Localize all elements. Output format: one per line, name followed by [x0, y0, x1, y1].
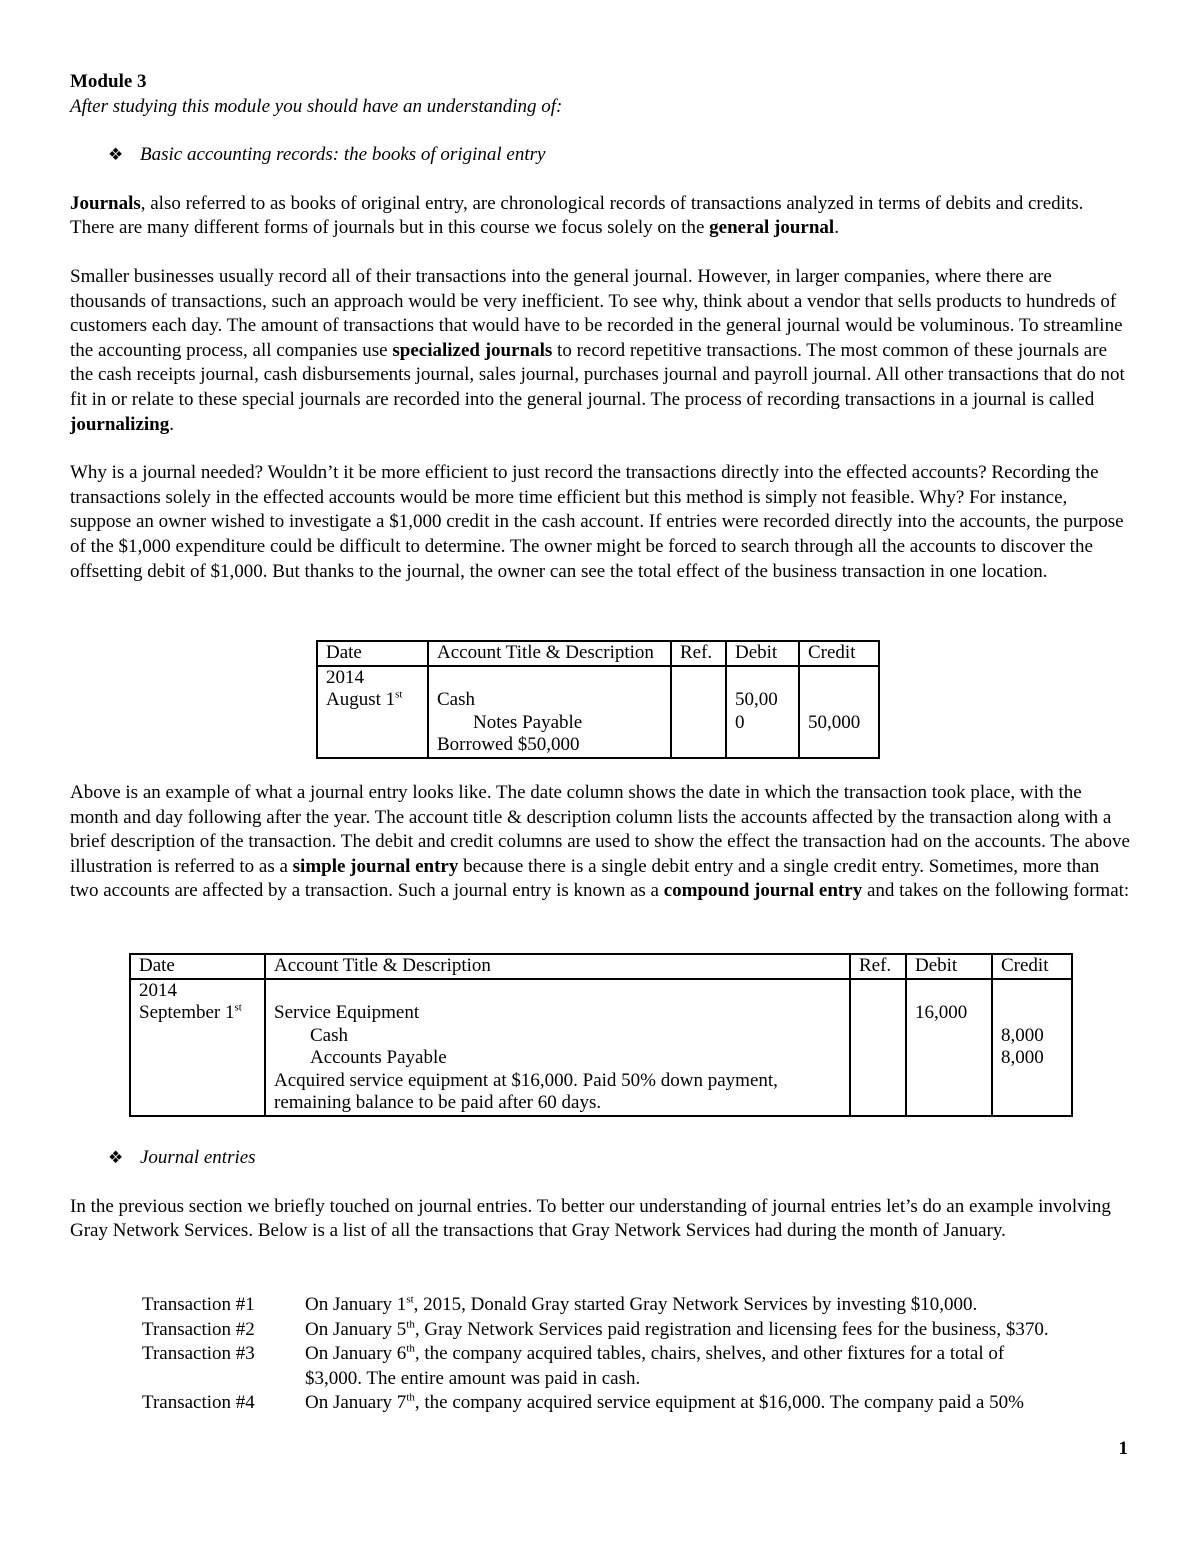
- section-journal-entries: [70, 1146, 1130, 1244]
- transaction-list: [142, 1293, 1062, 1416]
- section-heading-text: Basic accounting records: the books of original entry: [140, 144, 546, 166]
- paragraph-why-journal: Why is a journal needed? Wouldn’t it be more efficient to just record the transactions directly into the effected accounts? Recording the transactions solely in the effected accounts would be more time efficient but this method is simply not feasible. Why? For instance, suppose an owner wished to investigate a $1,000 credit in the cash account. If entries were recorded directly into the accounts, the purpose of the $1,000 expenditure could be difficult to determine. The owner might be forced to search through all the accounts to discover the offsetting debit of $1,000. But thanks to the journal, the owner can see the total effect of the business transaction in one location.: [70, 462, 1124, 582]
- debit-cell: 50,00 0: [726, 666, 799, 758]
- diamond-bullet-icon: ❖: [108, 145, 124, 165]
- ref-cell: [850, 979, 906, 1116]
- transaction-label: Transaction #3: [142, 1343, 255, 1365]
- header-account-title: Account Title & Description: [428, 641, 671, 666]
- module-title: Module 3: [70, 71, 147, 92]
- account-cell: Cash Notes Payable Borrowed $50,000: [428, 666, 671, 758]
- list-item: [142, 1391, 1062, 1416]
- diamond-bullet-icon: ❖: [108, 1148, 124, 1167]
- term-journals: Journals: [70, 192, 141, 214]
- section-compound-entry: [70, 781, 1130, 904]
- list-item: [142, 1318, 1062, 1343]
- transaction-text: On January 6th, the company acquired tables, chairs, shelves, and other fixtures for a total of $3,000. The entire amount was paid in cash.: [305, 1342, 1005, 1389]
- table-header-row: [130, 954, 1072, 979]
- section-heading-text: Journal entries: [140, 1147, 256, 1168]
- term-compound-journal-entry: compound journal entry: [663, 880, 863, 902]
- header-credit: Credit: [992, 954, 1072, 979]
- date-cell: 2014 August 1st: [317, 666, 428, 758]
- term-specialized-journals: specialized journals: [392, 339, 553, 361]
- module-subtitle: After studying this module you should have an understanding of:: [70, 95, 563, 117]
- header-ref: Ref.: [671, 641, 726, 666]
- list-item: [142, 1342, 1062, 1391]
- paragraph-specialized-journals: Smaller businesses usually record all of their transactions into the general journal. However, in larger companies, where there are thousands of transactions, such an approach would be very inefficient. To see why, think about a vendor that sells products to hundreds of customers each day. The amount of transactions that would have to be recorded in the general journal would be voluminous. To streamline the accounting process, all companies use specialized journals to record repetitive transactions. The most common of these journals are the cash receipts journal, cash disbursements journal, sales journal, purchases journal and payroll journal. All other transactions that do not fit in or relate to these special journals are recorded into the general journal. The process of recording transactions in a journal is called journalizing.: [70, 265, 1125, 435]
- transaction-text: On January 5th, Gray Network Services paid registration and licensing fees for the business, $370.: [305, 1318, 1049, 1340]
- transaction-text: On January 7th, the company acquired service equipment at $16,000. The company paid a 50%: [305, 1392, 1024, 1414]
- section-heading-basic-records: [70, 143, 1130, 168]
- table-row: [130, 979, 1072, 1116]
- paragraph-simple-compound: Above is an example of what a journal entry looks like. The date column shows the date in which the transaction took place, with the month and day following after the year. The account title & description column lists the accounts affected by the transaction along with a brief description of the transaction. The debit and credit columns are used to show the effect the transaction had on the accounts. The above illustration is referred to as a simple journal entry because there is a single debit entry and a single credit entry. Sometimes, more than two accounts are affected by a transaction. Such a journal entry is known as a compound journal entry and takes on the following format:: [70, 782, 1130, 902]
- transaction-label: Transaction #1: [142, 1294, 255, 1315]
- paragraph-gray-network: In the previous section we briefly touched on journal entries. To better our understanding of journal entries let’s do an example involving Gray Network Services. Below is a list of all the transactions that Gray Network Services had during the month of January.: [70, 1195, 1111, 1242]
- simple-journal-entry-table: [316, 640, 880, 759]
- transaction-label: Transaction #4: [142, 1392, 255, 1414]
- transaction-text: On January 1st, 2015, Donald Gray started Gray Network Services by investing $10,000.: [305, 1293, 978, 1315]
- header-debit: Debit: [906, 954, 992, 979]
- term-simple-journal-entry: simple journal entry: [292, 855, 459, 877]
- date-cell: 2014 September 1st: [130, 979, 265, 1116]
- page-number: 1: [1118, 1438, 1128, 1459]
- account-cell: Service Equipment Cash Accounts Payable Acquired service equipment at $16,000. Paid 50% down payment, remaining balance to be paid after 60 days.: [265, 979, 850, 1116]
- header-account-title: Account Title & Description: [265, 954, 850, 979]
- table-header-row: [317, 641, 879, 666]
- compound-journal-entry-table: [129, 953, 1073, 1117]
- paragraph-journals: Journals, also referred to as books of original entry, are chronological records of transactions analyzed in terms of debits and credits. There are many different forms of journals but in this course we focus solely on the general journal.: [70, 192, 1084, 239]
- table-row: [317, 666, 879, 758]
- credit-cell: 50,000: [799, 666, 879, 758]
- header-date: Date: [317, 641, 428, 666]
- term-journalizing: journalizing: [70, 413, 170, 435]
- header-ref: Ref.: [850, 954, 906, 979]
- term-general-journal: general journal: [709, 217, 835, 239]
- header-date: Date: [130, 954, 265, 979]
- header-credit: Credit: [799, 641, 879, 666]
- header-debit: Debit: [726, 641, 799, 666]
- credit-cell: 8,000 8,000: [992, 979, 1072, 1116]
- document-page: [70, 70, 1130, 584]
- section-heading-journal-entries: [70, 1146, 1130, 1171]
- ref-cell: [671, 666, 726, 758]
- debit-cell: 16,000: [906, 979, 992, 1116]
- list-item: [142, 1293, 1062, 1318]
- transaction-label: Transaction #2: [142, 1318, 255, 1340]
